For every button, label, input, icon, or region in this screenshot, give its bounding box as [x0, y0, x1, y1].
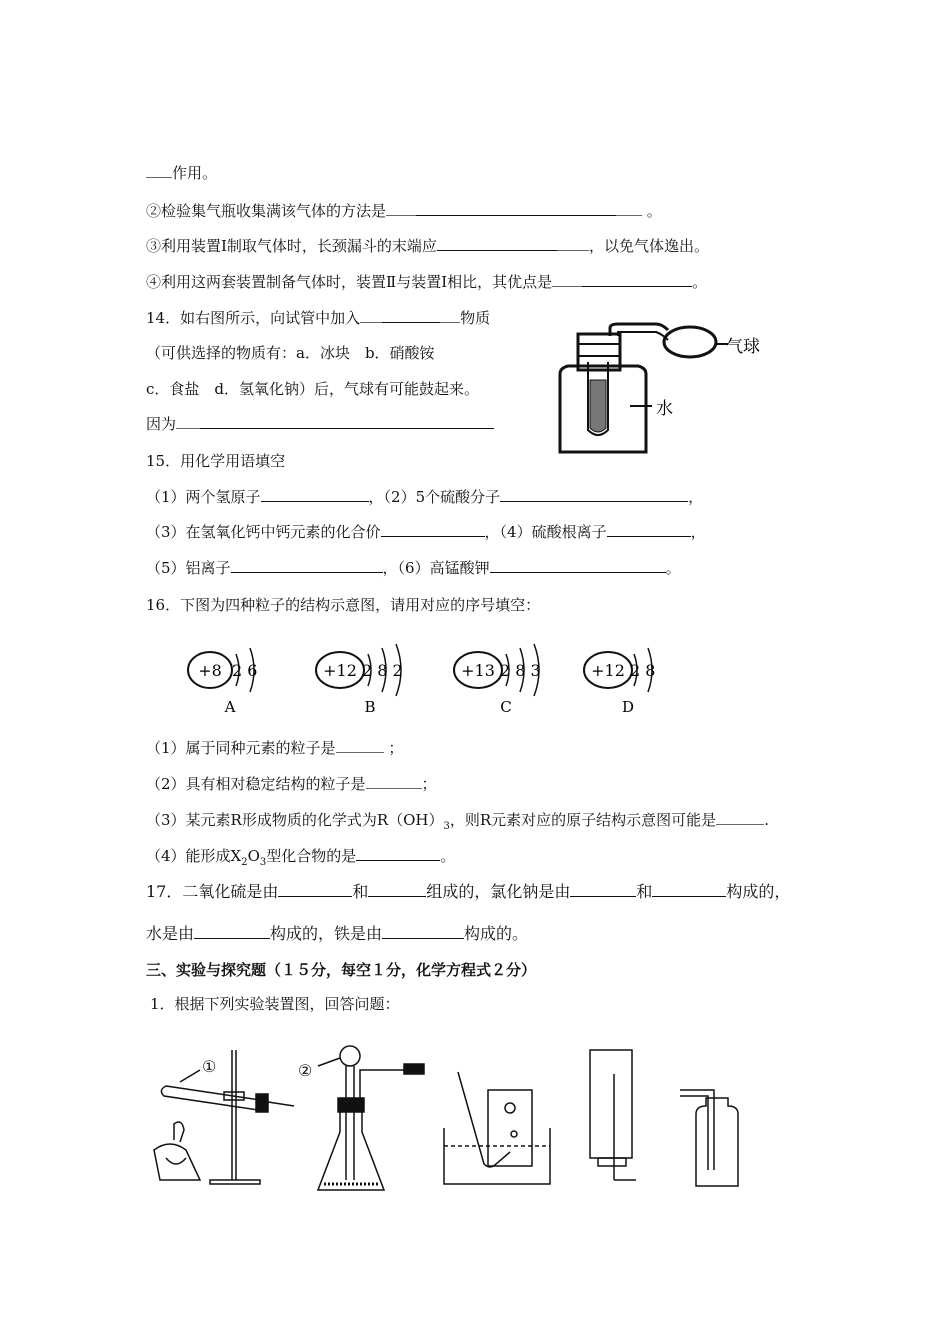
q16-title: 16．下图为四种粒子的结构示意图，请用对应的序号填空：: [146, 596, 541, 614]
svg-text:B: B: [364, 698, 376, 716]
blank[interactable]: [366, 774, 422, 789]
apparatus-d: [590, 1050, 636, 1180]
svg-text:+13: +13: [461, 661, 495, 680]
lab-apparatus-figure: [140, 1030, 760, 1200]
q14-line4: 因为: [146, 414, 494, 434]
svg-text:A: A: [224, 698, 236, 716]
blank[interactable]: [176, 414, 200, 429]
q13-line3: ③利用装置I制取气体时，长颈漏斗的末端应 ，以免气体逸出。: [146, 237, 709, 255]
apparatus-c: [444, 1072, 550, 1184]
svg-text:2 8 3: 2 8 3: [500, 661, 541, 680]
particle-b: [316, 644, 403, 716]
blank[interactable]: [194, 924, 270, 939]
blank[interactable]: [582, 272, 692, 287]
q15-title: 15．用化学用语填空: [146, 452, 286, 470]
particle-a: [188, 648, 257, 716]
blank[interactable]: [570, 882, 636, 897]
section3-title: 三、实验与探究题（１５分，每空１分，化学方程式２分）: [146, 961, 537, 979]
blank[interactable]: [652, 882, 726, 897]
q14-line1: 14．如右图所示，向试管中加入 物质: [146, 309, 491, 327]
blank[interactable]: [557, 236, 589, 251]
svg-text:2 8 2: 2 8 2: [362, 661, 403, 680]
svg-text:C: C: [500, 698, 512, 716]
svg-text:②: ②: [298, 1061, 313, 1080]
blank[interactable]: [381, 522, 485, 537]
particle-structure-diagrams: [180, 640, 680, 720]
q16-s1: （1）属于同种元素的粒子是 ；: [146, 739, 404, 757]
svg-text:+8: +8: [198, 661, 222, 680]
blank[interactable]: [386, 201, 416, 216]
blank[interactable]: [500, 487, 688, 502]
blank[interactable]: [356, 846, 440, 861]
q15-row2: （3）在氢氧化钙中钙元素的化合价 ，（4）硫酸根离子 ，: [146, 523, 706, 541]
balloon-flask-figure: [548, 322, 768, 458]
svg-text:2 8: 2 8: [630, 661, 656, 680]
apparatus-e: [680, 1090, 738, 1186]
q17-line1: 17．二氧化硫是由 和 组成的，氯化钠是由 和 构成的，: [146, 882, 791, 901]
blank[interactable]: [231, 558, 383, 573]
q16-s3: （3）某元素R形成物质的化学式为$R(OH)_3$，则R元素对应的原子结构示意图可能是 .: [146, 811, 769, 832]
q16-s4: （4）能形成$X_2O_3$型化合物的是 。: [146, 847, 456, 868]
particle-c: [454, 644, 541, 716]
blank[interactable]: [616, 201, 642, 216]
blank[interactable]: [368, 882, 426, 897]
q17-line2: 水是由 构成的，铁是由 构成的。: [146, 924, 529, 943]
q15-row3: （5）铝离子 ，（6）高锰酸钾 。: [146, 559, 681, 577]
blank[interactable]: [382, 924, 464, 939]
balloon-label: 气球: [726, 337, 760, 357]
blank[interactable]: [437, 236, 557, 251]
q16-s2: （2）具有相对稳定结构的粒子是 ；: [146, 775, 437, 793]
q13-line1: 作用。: [146, 163, 217, 183]
blank[interactable]: [336, 738, 384, 753]
section3-q1: 1．根据下列实验装置图，回答问题：: [150, 995, 400, 1013]
blank[interactable]: [440, 308, 460, 323]
svg-text:2 6: 2 6: [232, 661, 258, 680]
svg-text:+12: +12: [323, 661, 357, 680]
blank[interactable]: [716, 810, 764, 825]
q15-row1: （1）两个氢原子 ，（2）5个硫酸分子 ，: [146, 488, 704, 506]
svg-text:D: D: [621, 698, 635, 716]
q13-line4: ④利用这两套装置制备气体时，装置Ⅱ与装置I相比，其优点是 。: [146, 273, 708, 291]
blank[interactable]: [607, 522, 691, 537]
blank[interactable]: [278, 882, 352, 897]
water-label: 水: [656, 399, 673, 419]
apparatus-b: [298, 1046, 424, 1190]
blank[interactable]: [416, 201, 616, 216]
q13-line2: ②检验集气瓶收集满该气体的方法是 。: [146, 202, 662, 220]
svg-text:+12: +12: [591, 661, 625, 680]
blank[interactable]: [382, 308, 440, 323]
blank[interactable]: [360, 308, 382, 323]
particle-d: [584, 648, 655, 716]
blank[interactable]: [261, 487, 369, 502]
blank[interactable]: [490, 558, 666, 573]
apparatus-a: [154, 1050, 294, 1184]
q14-line2: （可供选择的物质有：a．冰块 b．硝酸铵: [146, 344, 435, 362]
blank[interactable]: [146, 163, 172, 178]
svg-text:①: ①: [202, 1057, 217, 1076]
blank[interactable]: [200, 414, 494, 429]
q14-line3: c．食盐 d．氢氧化钠）后，气球有可能鼓起来。: [146, 380, 480, 398]
blank[interactable]: [552, 272, 582, 287]
